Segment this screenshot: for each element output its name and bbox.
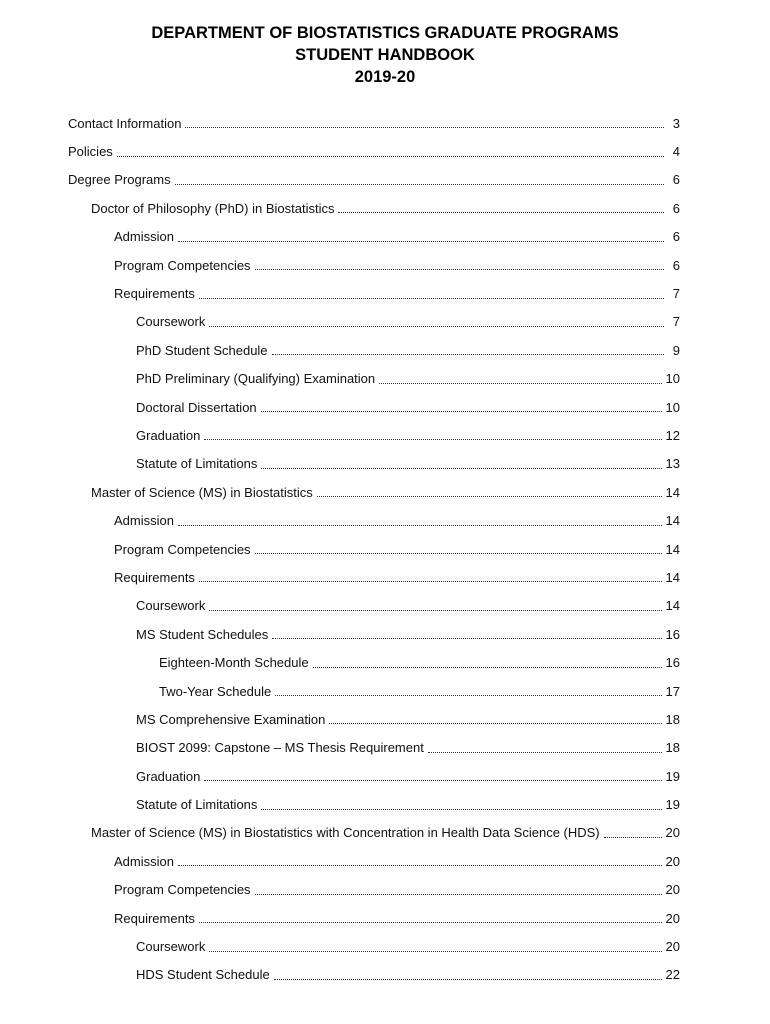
toc-dot-leader <box>199 297 664 299</box>
toc-entry-label[interactable]: Graduation <box>136 427 201 443</box>
toc-entry-label[interactable]: Contact Information <box>68 115 182 131</box>
toc-dot-leader <box>313 666 662 668</box>
toc-entry-page-number[interactable]: 6 <box>672 200 680 216</box>
toc-entry-page-number[interactable]: 7 <box>672 314 680 330</box>
toc-entry-page-number[interactable]: 14 <box>665 513 680 529</box>
toc-entry-label[interactable]: MS Student Schedules <box>136 626 269 642</box>
toc-dot-leader <box>261 410 662 412</box>
toc-entry[interactable] <box>0 308 770 336</box>
toc-entry-page-number[interactable]: 18 <box>665 711 680 727</box>
toc-entry-label[interactable]: Requirements <box>114 910 195 926</box>
toc-entry-label[interactable]: Coursework <box>136 598 206 614</box>
toc-dot-leader <box>204 779 661 781</box>
toc-dot-leader <box>209 950 661 952</box>
toc-dot-leader <box>255 552 662 554</box>
toc-entry-page-number[interactable]: 10 <box>665 371 680 387</box>
toc-entry-label[interactable]: HDS Student Schedule <box>136 967 270 983</box>
toc-dot-leader <box>209 609 661 611</box>
toc-entry-page-number[interactable]: 6 <box>672 257 680 273</box>
toc-dot-leader <box>204 438 661 440</box>
toc-entry-label[interactable]: Coursework <box>136 939 206 955</box>
toc-entry-page-number[interactable]: 6 <box>672 229 680 245</box>
toc-entry-page-number[interactable]: 18 <box>665 740 680 756</box>
toc-entry-page-number[interactable]: 14 <box>665 598 680 614</box>
toc-entry-label[interactable]: Policies <box>68 144 113 160</box>
toc-dot-leader <box>329 722 661 724</box>
toc-entry[interactable] <box>0 563 770 591</box>
toc-entry-page-number[interactable]: 14 <box>665 569 680 585</box>
toc-dot-leader <box>199 921 662 923</box>
toc-entry[interactable] <box>0 194 770 222</box>
toc-dot-leader <box>272 353 664 355</box>
toc-entry-label[interactable]: Degree Programs <box>68 172 171 188</box>
toc-entry-label[interactable]: Eighteen-Month Schedule <box>159 655 309 671</box>
toc-dot-leader <box>178 524 662 526</box>
toc-entry[interactable] <box>0 279 770 307</box>
toc-entry[interactable] <box>0 819 770 847</box>
toc-entry-page-number[interactable]: 4 <box>672 144 680 160</box>
toc-dot-leader <box>255 893 662 895</box>
toc-entry-label[interactable]: Program Competencies <box>114 882 251 898</box>
toc-entry[interactable] <box>0 421 770 449</box>
toc-entry-label[interactable]: Statute of Limitations <box>136 456 258 472</box>
toc-dot-leader <box>261 467 661 469</box>
toc-dot-leader <box>275 694 661 696</box>
toc-entry-label[interactable]: Requirements <box>114 569 195 585</box>
toc-entry-page-number[interactable]: 20 <box>665 853 680 869</box>
toc-entry[interactable] <box>0 932 770 960</box>
toc-entry-label[interactable]: MS Comprehensive Examination <box>136 711 326 727</box>
toc-entry-page-number[interactable]: 10 <box>665 399 680 415</box>
toc-entry-label[interactable]: Admission <box>114 853 174 869</box>
toc-entry[interactable] <box>0 365 770 393</box>
toc-entry-label[interactable]: Statute of Limitations <box>136 797 258 813</box>
toc-entry[interactable] <box>0 109 770 137</box>
title-line-year: 2019-20 <box>354 68 416 86</box>
toc-dot-leader <box>261 808 661 810</box>
toc-dot-leader <box>178 864 662 866</box>
toc-entry[interactable] <box>0 336 770 364</box>
toc-entry-label[interactable]: Graduation <box>136 768 201 784</box>
toc-entry[interactable] <box>0 592 770 620</box>
toc-dot-leader <box>317 495 662 497</box>
toc-entry[interactable] <box>0 450 770 478</box>
toc-entry-page-number[interactable]: 13 <box>665 456 680 472</box>
toc-dot-leader <box>274 978 662 980</box>
toc-entry-label[interactable]: Requirements <box>114 286 195 302</box>
document-title <box>0 22 770 88</box>
toc-entry[interactable] <box>0 734 770 762</box>
toc-dot-leader <box>178 240 664 242</box>
toc-entry[interactable] <box>0 393 770 421</box>
toc-dot-leader <box>604 836 662 838</box>
toc-entry-page-number[interactable]: 16 <box>665 626 680 642</box>
toc-entry-label[interactable]: Doctor of Philosophy (PhD) in Biostatistics <box>91 200 335 216</box>
toc-entry-label[interactable]: PhD Preliminary (Qualifying) Examination <box>136 371 376 387</box>
toc-entry-page-number[interactable]: 20 <box>665 882 680 898</box>
toc-entry-label[interactable]: Doctoral Dissertation <box>136 399 257 415</box>
toc-entry-label[interactable]: Master of Science (MS) in Biostatistics <box>91 484 313 500</box>
toc-entry-label[interactable]: Master of Science (MS) in Biostatistics with Concentration in Health Data Science (HDS) <box>91 825 600 841</box>
toc-entry-page-number[interactable]: 20 <box>665 825 680 841</box>
toc-dot-leader <box>175 183 664 185</box>
toc-entry-label[interactable]: Program Competencies <box>114 541 251 557</box>
toc-entry-label[interactable]: Coursework <box>136 314 206 330</box>
toc-entry[interactable] <box>0 137 770 165</box>
toc-entry-page-number[interactable]: 19 <box>665 768 680 784</box>
toc-entry-page-number[interactable]: 19 <box>665 797 680 813</box>
toc-entry[interactable] <box>0 762 770 790</box>
table-of-contents <box>0 109 770 989</box>
toc-dot-leader <box>428 751 662 753</box>
toc-entry-page-number[interactable]: 14 <box>665 484 680 500</box>
toc-entry-page-number[interactable]: 16 <box>665 655 680 671</box>
toc-entry[interactable] <box>0 223 770 251</box>
toc-entry-label[interactable]: Admission <box>114 229 174 245</box>
toc-dot-leader <box>255 268 664 270</box>
toc-entry[interactable] <box>0 677 770 705</box>
toc-entry-page-number[interactable]: 20 <box>665 910 680 926</box>
toc-entry[interactable] <box>0 790 770 818</box>
toc-entry-page-number[interactable]: 14 <box>665 541 680 557</box>
toc-entry-page-number[interactable]: 17 <box>665 683 680 699</box>
toc-entry[interactable] <box>0 961 770 989</box>
toc-entry-label[interactable]: Program Competencies <box>114 257 251 273</box>
toc-entry-page-number[interactable]: 3 <box>672 115 680 131</box>
toc-entry-page-number[interactable]: 9 <box>672 342 680 358</box>
toc-entry-label[interactable]: PhD Student Schedule <box>136 342 268 358</box>
toc-dot-leader <box>117 155 664 157</box>
toc-entry[interactable] <box>0 876 770 904</box>
toc-entry[interactable] <box>0 705 770 733</box>
title-line-department: DEPARTMENT OF BIOSTATISTICS GRADUATE PROGRAMS <box>151 24 619 42</box>
toc-dot-leader <box>338 211 664 213</box>
toc-entry[interactable] <box>0 506 770 534</box>
toc-entry-label[interactable]: BIOST 2099: Capstone – MS Thesis Requirement <box>136 740 424 756</box>
toc-entry[interactable] <box>0 904 770 932</box>
toc-entry[interactable] <box>0 847 770 875</box>
toc-entry[interactable] <box>0 478 770 506</box>
toc-dot-leader <box>185 126 664 128</box>
toc-dot-leader <box>272 637 661 639</box>
toc-entry[interactable] <box>0 620 770 648</box>
toc-entry-page-number[interactable]: 20 <box>665 939 680 955</box>
toc-entry[interactable] <box>0 166 770 194</box>
toc-entry-page-number[interactable]: 7 <box>672 286 680 302</box>
toc-entry-label[interactable]: Two-Year Schedule <box>159 683 272 699</box>
toc-dot-leader <box>209 325 664 327</box>
toc-entry[interactable] <box>0 251 770 279</box>
toc-entry-page-number[interactable]: 6 <box>672 172 680 188</box>
toc-entry[interactable] <box>0 535 770 563</box>
toc-entry-label[interactable]: Admission <box>114 513 174 529</box>
toc-dot-leader <box>379 382 661 384</box>
toc-entry-page-number[interactable]: 12 <box>665 427 680 443</box>
toc-entry[interactable] <box>0 648 770 676</box>
toc-entry-page-number[interactable]: 22 <box>665 967 680 983</box>
title-line-handbook: STUDENT HANDBOOK <box>295 46 475 64</box>
toc-dot-leader <box>199 580 662 582</box>
